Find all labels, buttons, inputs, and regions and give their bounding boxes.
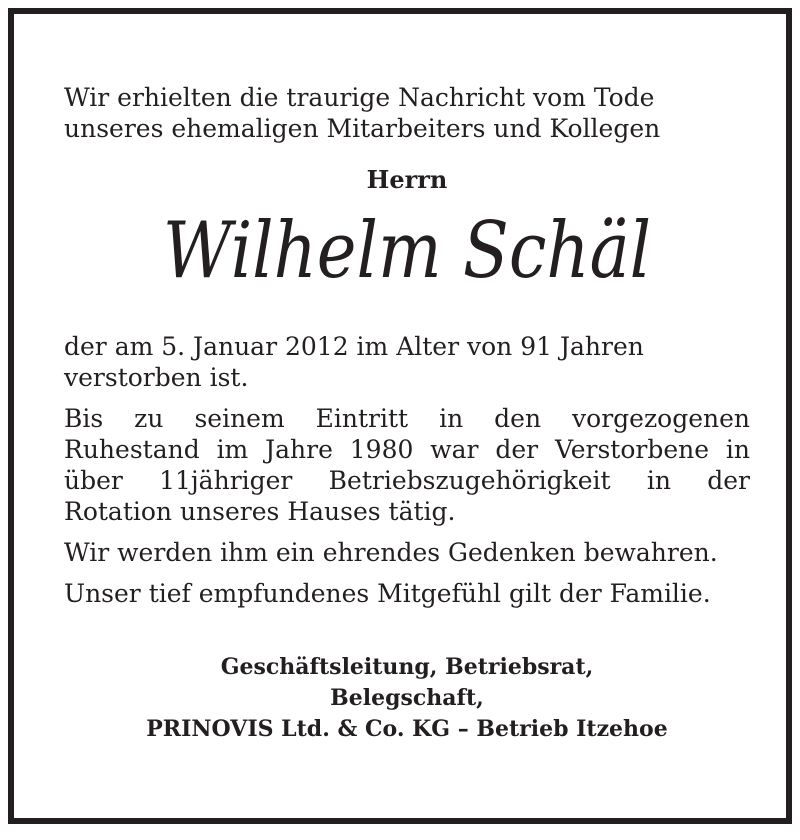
signature-line-1: Geschäftsleitung, Betriebsrat, — [220, 654, 594, 680]
obituary-frame — [8, 8, 792, 824]
remembrance-text: Wir werden ihm ein ehrendes Gedenken bewahren. — [64, 538, 718, 567]
intro-text: Wir erhielten die traurige Nachricht vom Tode unseres ehemaligen Mitarbeiters und Kollegen — [64, 83, 661, 143]
signature-line-2: Belegschaft, — [330, 685, 484, 711]
career-text: Bis zu seinem Eintritt in den vorgezogenen Ruhestand im Jahre 1980 war der Verstorbene in über 11jähriger Betriebszugehörigkeit in der Rotation unseres Hauses tätig. — [64, 404, 750, 526]
deceased-name: Wilhelm Schäl — [162, 206, 652, 296]
signature-line-3: PRINOVIS Ltd. & Co. KG – Betrieb Itzehoe — [146, 716, 668, 742]
signature-block — [64, 652, 750, 745]
obituary-content — [64, 64, 750, 745]
salutation: Herrn — [366, 165, 448, 194]
death-info-text: der am 5. Januar 2012 im Alter von 91 Jahren verstorben ist. — [64, 332, 644, 392]
condolence-text: Unser tief empfundenes Mitgefühl gilt der Familie. — [64, 579, 711, 608]
